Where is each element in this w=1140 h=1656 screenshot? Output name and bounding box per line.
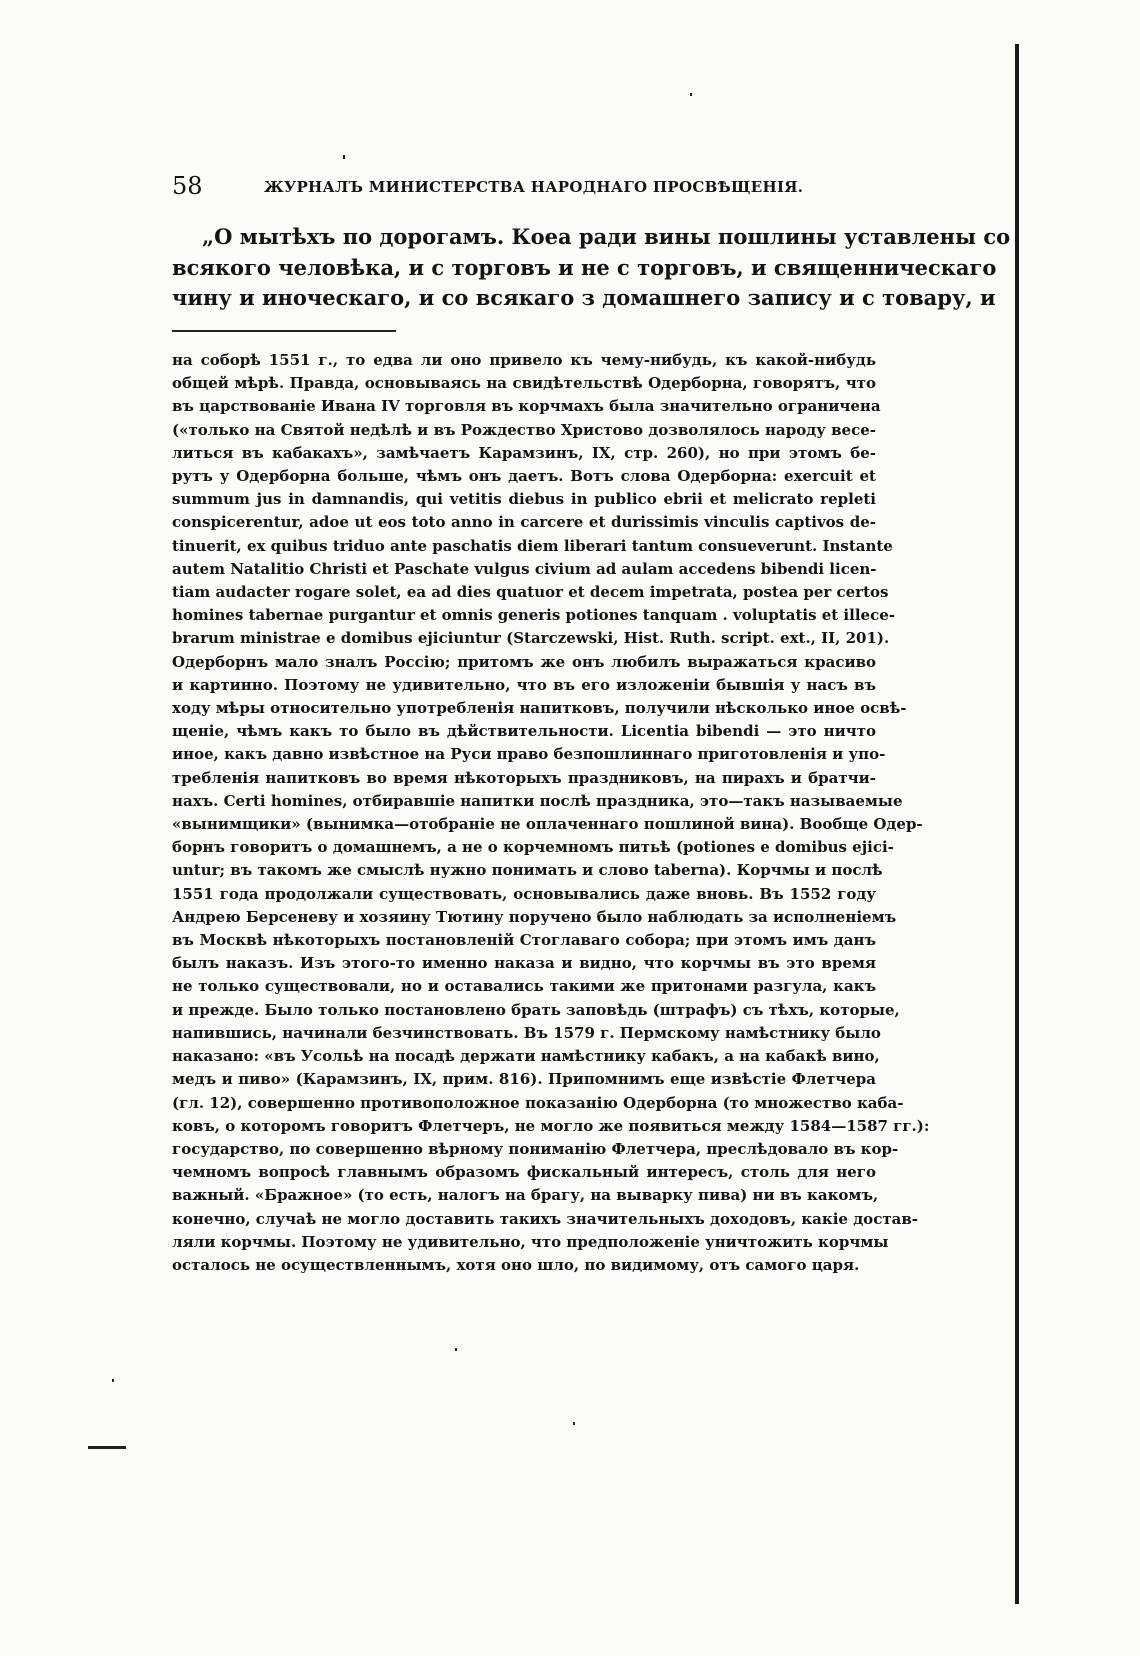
footnote-line: общей мѣрѣ. Правда, основываясь на свидѣтельствѣ Одерборна, говорятъ, что (172, 374, 876, 393)
footnote-line: литься въ кабакахъ», замѣчаетъ Карамзинъ, IX, стр. 260), но при этомъ бе- (172, 443, 876, 462)
main-text-line: чину и иноческаго, и со всякаго з домашнего запису и с товару, и (172, 285, 996, 310)
scan-artifact-dot (690, 93, 692, 96)
footnote-line: (гл. 12), совершенно противоположное показанію Одерборна (то множество каба- (172, 1093, 904, 1112)
footnote-line: untur; въ такомъ же смыслѣ нужно понимать и слово taberna). Корчмы и послѣ (172, 861, 883, 880)
footnote-line: не только существовали, но и оставались такими же притонами разгула, какъ (172, 977, 876, 996)
binding-edge-rule (1015, 44, 1019, 1604)
footnote-line: наказано: «въ Усольѣ на посадѣ держати намѣстнику кабакъ, а на кабакѣ вино, (172, 1047, 880, 1066)
footnote-line: конечно, случаѣ не могло доставить такихъ значительныхъ доходовъ, какіе достав- (172, 1209, 918, 1228)
footnote-line: autem Natalitio Christi et Paschate vulgus civium ad aulam accedens bibendi licen- (172, 559, 877, 578)
footnote-line: ходу мѣры относительно употребленія напитковъ, получили нѣсколько иное освѣ- (172, 699, 907, 718)
scan-artifact-dot (573, 1422, 575, 1425)
footnote-line: homines tabernae purgantur et omnis generis potiones tanquam . voluptatis et illece- (172, 606, 895, 625)
footnote-line: медъ и пиво» (Карамзинъ, IX, прим. 816). Припомнимъ еще извѣстіе Флетчера (172, 1070, 876, 1089)
footnote-line: Одерборнъ мало зналъ Россію; притомъ же онъ любилъ выражаться красиво (172, 652, 876, 671)
footnote-line: рутъ у Одерборна больше, чѣмъ онъ даетъ. Вотъ слова Одерборна: exercuit et (172, 467, 876, 486)
scan-artifact-dot (455, 1348, 457, 1351)
footnote-line: tinuerit, ex quibus triduo ante paschatis diem liberari tantum consueverunt. Instante (172, 536, 893, 555)
footnote-line: Андрею Берсеневу и хозяину Тютину поручено было наблюдать за исполненіемъ (172, 907, 897, 926)
main-text-line: „О мытѣхъ по дорогамъ. Коеа ради вины пошлины уставлены со (202, 224, 1011, 249)
footnote-line: осталось не осуществленнымъ, хотя оно шло, по видимому, отъ самого царя. (172, 1255, 860, 1274)
footnote-block (172, 349, 930, 1277)
footnote-line: въ Москвѣ нѣкоторыхъ постановленій Стоглаваго собора; при этомъ имъ данъ (172, 931, 876, 950)
running-head: ЖУРНАЛЪ МИНИСТЕРСТВА НАРОДНАГО ПРОСВѢЩЕНІЯ. (264, 178, 804, 196)
footnote-line: важный. «Бражное» (то есть, налогъ на брагу, на выварку пива) ни въ какомъ, (172, 1186, 879, 1205)
footnote-line: («только на Святой недѣлѣ и въ Рождество Христово дозволялось народу весе- (172, 420, 876, 439)
page-header (172, 172, 872, 202)
footnote-line: требленія напитковъ во время нѣкоторыхъ праздниковъ, на пирахъ и братчи- (172, 768, 876, 787)
footnote-line: щеніе, чѣмъ какъ то было въ дѣйствительности. Licentia bibendi — это ничто (172, 722, 876, 741)
footnote-line: въ царствованіе Ивана IV торговля въ корчмахъ была значительно ограничена (172, 397, 881, 416)
footnote-separator (172, 330, 396, 332)
footnote-line: «вынимщики» (вынимка—отобраніе не оплаченнаго пошлиной вина). Вообще Одер- (172, 815, 923, 834)
footnote-line: и прежде. Было только постановлено брать заповѣдь (штрафъ) съ тѣхъ, которые, (172, 1000, 900, 1019)
scan-artifact-dot (343, 155, 345, 159)
footnote-line: государство, по совершенно вѣрному пониманію Флетчера, преслѣдовало въ кор- (172, 1139, 899, 1158)
scan-artifact-dot (112, 1379, 114, 1382)
footnote-line: на соборѣ 1551 г., то едва ли оно привело къ чему-нибудь, къ какой-нибудь (172, 351, 876, 369)
footnote-line: ляли корчмы. Поэтому не удивительно, что предположеніе уничтожить корчмы (172, 1232, 889, 1251)
page-number: 58 (172, 172, 203, 200)
footnote-line: tiam audacter rogare solet, ea ad dies quatuor et decem impetrata, postea per certos (172, 583, 889, 602)
main-text-block (172, 222, 1011, 314)
scan-artifact-mark (88, 1446, 126, 1449)
footnote-line: 1551 года продолжали существовать, основывались даже вновь. Въ 1552 году (172, 884, 876, 903)
footnote-line: summum jus in damnandis, qui vetitis diebus in publico ebrii et melicrato repleti (172, 490, 876, 509)
footnote-line: brarum ministrae e domibus ejiciuntur (Starczewski, Hist. Ruth. script. ext., II, 201). (172, 629, 890, 648)
footnote-line: ковъ, о которомъ говоритъ Флетчеръ, не могло же появиться между 1584—1587 гг.): (172, 1116, 930, 1135)
footnote-line: и картинно. Поэтому не удивительно, что въ его изложеніи бывшія у насъ въ (172, 675, 876, 694)
footnote-line: нахъ. Certi homines, отбиравшіе напитки послѣ праздника, это—такъ называемые (172, 791, 903, 810)
footnote-line: conspicerentur, adoe ut eos toto anno in carcere et durissimis vinculis captivos de- (172, 513, 876, 532)
footnote-line: иное, какъ давно извѣстное на Руси право безпошлиннаго приготовленія и упо- (172, 745, 886, 764)
main-text-line: всякого человѣка, и с торговъ и не с торговъ, и священническаго (172, 254, 997, 280)
footnote-line: борнъ говоритъ о домашнемъ, а не о корчемномъ питьѣ (potiones e domibus ejici- (172, 838, 894, 857)
footnote-line: былъ наказъ. Изъ этого-то именно наказа и видно, что корчмы въ это время (172, 954, 876, 973)
footnote-line: чемномъ вопросѣ главнымъ образомъ фискальный интересъ, столь для него (172, 1163, 876, 1182)
footnote-line: напившись, начинали безчинствовать. Въ 1579 г. Пермскому намѣстнику было (172, 1023, 881, 1042)
